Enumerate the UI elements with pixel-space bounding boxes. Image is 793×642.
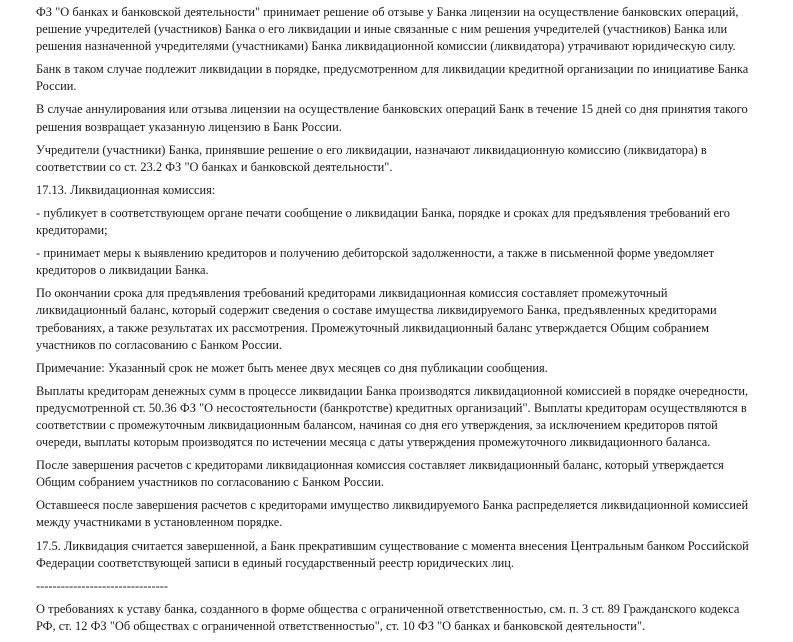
paragraph-license-return: В случае аннулирования или отзыва лицензии на осуществление банковских операций Банк в течение 15 дней со дня принятия такого решения возвращает указанную лицензию в Банк России. [36, 102, 748, 134]
note-minimum-term: Примечание: Указанный срок не может быть менее двух месяцев со дня публикации сообщения. [36, 360, 548, 375]
clause-heading-17-5: 17.5. Ликвидация считается завершенной, а Банк прекратившим существование с момента внесения Центральным банком Российской Федерации соответствующей записи в единый государственный реестр юридических лиц. [36, 538, 749, 570]
list-item-identify-creditors: - принимает меры к выявлению кредиторов и получению дебиторской задолженности, а также в письменной форме уведомляет кредиторов о ликвидации Банка. [36, 246, 714, 278]
list-item-publish-notice: - публикует в соответствующем органе печати сообщение о ликвидации Банка, порядке и сроках для предъявления требований его кредиторами; [36, 205, 731, 238]
paragraph-final-balance: После завершения расчетов с кредиторами ликвидационная комиссия составляет ликвидационный баланс, который утверждается Общим собранием участников по согласованию с Банком России. [36, 458, 724, 490]
paragraph-property-distribution: Оставшееся после завершения расчетов с кредиторами имущество ликвидируемого Банка распределяется ликвидационной комиссией между участниками в установленном порядке. [36, 498, 749, 530]
footnote-charter-requirements: О требованиях к уставу банка, созданного в форме общества с ограниченной ответственностью, см. п. 3 ст. 89 Гражданского кодекса РФ, ст. 12 ФЗ "Об обществах с ограниченной ответственностью", ст. 10 ФЗ "О банках и банковской деятельности". [36, 601, 740, 633]
paragraph-commission-appointment: Учредители (участники) Банка, принявшие решение о его ликвидации, назначают ликвидационную комиссию (ликвидатора) в соответствии со ст. 23.2 ФЗ "О банках и банковской деятельности". [36, 142, 707, 174]
clause-heading-17-13: 17.13. Ликвидационная комиссия: [36, 182, 216, 197]
paragraph-liquidation-order: Банк в таком случае подлежит ликвидации в порядке, предусмотренном для ликвидации кредитной организации по инициативе Банка России. [36, 62, 749, 94]
paragraph-interim-balance: По окончании срока для предъявления требований кредиторами ликвидационная комиссия составляет промежуточный ликвидационный баланс, который содержит сведения о составе имущества ликвидируемого Банка, предъявленных кредиторами требованиях, а также результатах их рассмотрения. Промежуточный ликвидационный баланс утверждается Общим собранием участников по согласованию с Банком России. [36, 286, 717, 352]
document-body [36, 4, 757, 635]
paragraph-license-revocation: ФЗ "О банках и банковской деятельности" принимает решение об отзыве у Банка лицензии на осуществление банковских операций, решение учредителей (участников) Банка о его ликвидации и иные связанные с ним решения учредителей (участников) Банка или решения назначенной учредителями (участниками) Банка ликвидационной комиссии (ликвидатора) утрачивают юридическую силу. [36, 5, 739, 54]
paragraph-creditor-payments: Выплаты кредиторам денежных сумм в процессе ликвидации Банка производятся ликвидационной комиссией в порядке очередности, предусмотренной ст. 50.36 ФЗ "О несостоятельности (банкротстве) кредитных организаций". Выплаты кредиторам осуществляются в соответствии с промежуточным ликвидационным балансом, начиная со дня его утверждения, за исключением кредиторов пятой очереди, выплаты которым производятся по истечении месяца с даты утверждения промежуточного ликвидационного баланса. [36, 383, 749, 450]
section-separator: -------------------------------- [36, 578, 169, 593]
